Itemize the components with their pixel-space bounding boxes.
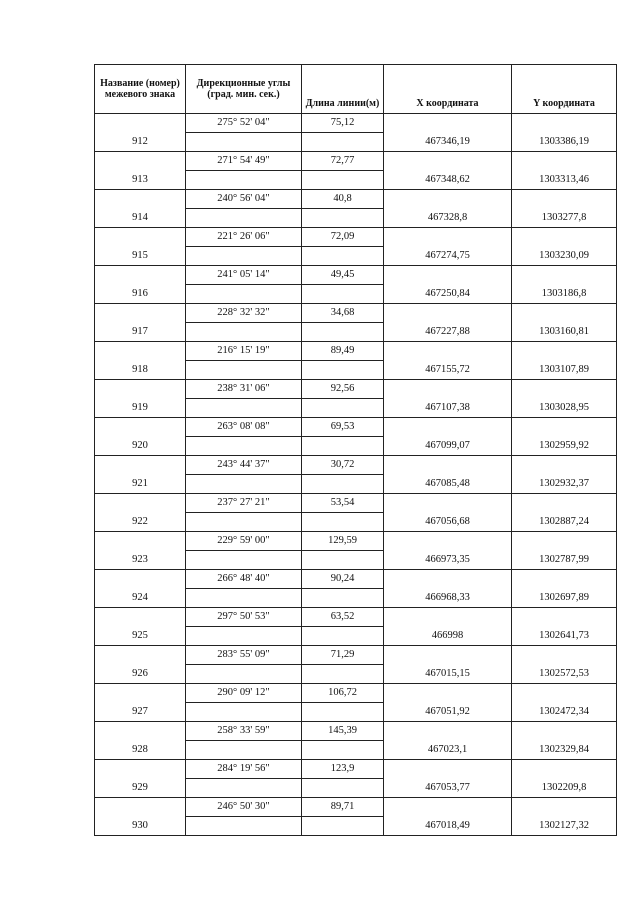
segment-row — [95, 722, 617, 741]
length-cell-blank — [302, 665, 384, 684]
angle-cell-blank — [186, 513, 302, 532]
y-coordinate-cell: 1303230,09 — [512, 247, 617, 266]
point-row — [95, 627, 617, 646]
point-row — [95, 247, 617, 266]
point-row — [95, 703, 617, 722]
length-cell: 72,77 — [302, 152, 384, 171]
point-row — [95, 361, 617, 380]
x-coordinate-cell: 467348,62 — [384, 171, 512, 190]
y-cell-blank — [512, 228, 617, 247]
point-row — [95, 171, 617, 190]
length-cell: 69,53 — [302, 418, 384, 437]
point-name-cell: 929 — [95, 779, 186, 798]
length-cell: 63,52 — [302, 608, 384, 627]
x-cell-blank — [384, 456, 512, 475]
angle-cell-blank — [186, 247, 302, 266]
x-cell-blank — [384, 418, 512, 437]
x-cell-blank — [384, 608, 512, 627]
y-cell-blank — [512, 684, 617, 703]
y-cell-blank — [512, 570, 617, 589]
length-cell-blank — [302, 247, 384, 266]
x-coordinate-cell: 467015,15 — [384, 665, 512, 684]
x-cell-blank — [384, 684, 512, 703]
angle-cell: 237° 27' 21" — [186, 494, 302, 513]
point-name-cell: 912 — [95, 133, 186, 152]
name-cell-blank — [95, 190, 186, 209]
point-name-cell: 922 — [95, 513, 186, 532]
x-cell-blank — [384, 342, 512, 361]
point-name-cell: 920 — [95, 437, 186, 456]
angle-cell: 284° 19' 56" — [186, 760, 302, 779]
y-cell-blank — [512, 608, 617, 627]
name-cell-blank — [95, 152, 186, 171]
angle-cell: 243° 44' 37" — [186, 456, 302, 475]
x-coordinate-cell: 467155,72 — [384, 361, 512, 380]
length-cell: 129,59 — [302, 532, 384, 551]
segment-row — [95, 494, 617, 513]
header-length: Длина линии(м) — [302, 65, 384, 114]
segment-row — [95, 646, 617, 665]
length-cell-blank — [302, 285, 384, 304]
angle-cell: 221° 26' 06" — [186, 228, 302, 247]
length-cell: 72,09 — [302, 228, 384, 247]
point-row — [95, 133, 617, 152]
y-cell-blank — [512, 760, 617, 779]
header-row — [95, 65, 617, 114]
x-coordinate-cell: 466998 — [384, 627, 512, 646]
y-cell-blank — [512, 114, 617, 133]
y-coordinate-cell: 1303313,46 — [512, 171, 617, 190]
x-cell-blank — [384, 114, 512, 133]
y-coordinate-cell: 1302959,92 — [512, 437, 617, 456]
angle-cell: 258° 33' 59" — [186, 722, 302, 741]
length-cell-blank — [302, 133, 384, 152]
x-coordinate-cell: 467346,19 — [384, 133, 512, 152]
length-cell: 106,72 — [302, 684, 384, 703]
x-coordinate-cell: 467274,75 — [384, 247, 512, 266]
y-coordinate-cell: 1302697,89 — [512, 589, 617, 608]
angle-cell-blank — [186, 285, 302, 304]
segment-row — [95, 342, 617, 361]
x-coordinate-cell: 467328,8 — [384, 209, 512, 228]
name-cell-blank — [95, 266, 186, 285]
y-coordinate-cell: 1302641,73 — [512, 627, 617, 646]
angle-cell-blank — [186, 589, 302, 608]
y-coordinate-cell: 1303107,89 — [512, 361, 617, 380]
segment-row — [95, 304, 617, 323]
length-cell-blank — [302, 437, 384, 456]
point-row — [95, 665, 617, 684]
point-name-cell: 915 — [95, 247, 186, 266]
length-cell-blank — [302, 209, 384, 228]
angle-cell-blank — [186, 171, 302, 190]
point-row — [95, 817, 617, 836]
length-cell: 90,24 — [302, 570, 384, 589]
angle-cell: 290° 09' 12" — [186, 684, 302, 703]
y-coordinate-cell: 1303160,81 — [512, 323, 617, 342]
angle-cell-blank — [186, 779, 302, 798]
y-cell-blank — [512, 266, 617, 285]
y-coordinate-cell: 1303028,95 — [512, 399, 617, 418]
name-cell-blank — [95, 646, 186, 665]
name-cell-blank — [95, 114, 186, 133]
angle-cell: 240° 56' 04" — [186, 190, 302, 209]
angle-cell-blank — [186, 361, 302, 380]
point-name-cell: 914 — [95, 209, 186, 228]
angle-cell-blank — [186, 817, 302, 836]
name-cell-blank — [95, 342, 186, 361]
angle-cell: 283° 55' 09" — [186, 646, 302, 665]
point-row — [95, 551, 617, 570]
segment-row — [95, 798, 617, 817]
y-cell-blank — [512, 722, 617, 741]
length-cell-blank — [302, 741, 384, 760]
angle-cell: 246° 50' 30" — [186, 798, 302, 817]
length-cell: 40,8 — [302, 190, 384, 209]
table-body — [95, 114, 617, 836]
length-cell: 92,56 — [302, 380, 384, 399]
point-row — [95, 741, 617, 760]
name-cell-blank — [95, 228, 186, 247]
y-coordinate-cell: 1302572,53 — [512, 665, 617, 684]
x-cell-blank — [384, 494, 512, 513]
length-cell: 49,45 — [302, 266, 384, 285]
length-cell-blank — [302, 817, 384, 836]
length-cell: 123,9 — [302, 760, 384, 779]
y-cell-blank — [512, 646, 617, 665]
y-coordinate-cell: 1302127,32 — [512, 817, 617, 836]
angle-cell: 216° 15' 19" — [186, 342, 302, 361]
point-name-cell: 921 — [95, 475, 186, 494]
name-cell-blank — [95, 684, 186, 703]
name-cell-blank — [95, 570, 186, 589]
y-cell-blank — [512, 304, 617, 323]
length-cell-blank — [302, 513, 384, 532]
y-cell-blank — [512, 532, 617, 551]
y-coordinate-cell: 1303186,8 — [512, 285, 617, 304]
length-cell: 89,49 — [302, 342, 384, 361]
length-cell: 34,68 — [302, 304, 384, 323]
angle-cell: 275° 52' 04" — [186, 114, 302, 133]
y-cell-blank — [512, 380, 617, 399]
point-name-cell: 925 — [95, 627, 186, 646]
length-cell: 145,39 — [302, 722, 384, 741]
x-cell-blank — [384, 190, 512, 209]
x-cell-blank — [384, 646, 512, 665]
point-row — [95, 589, 617, 608]
y-cell-blank — [512, 342, 617, 361]
length-cell-blank — [302, 551, 384, 570]
point-name-cell: 919 — [95, 399, 186, 418]
header-name: Название (номер) межевого знака — [95, 65, 186, 114]
angle-cell-blank — [186, 703, 302, 722]
angle-cell-blank — [186, 627, 302, 646]
length-cell-blank — [302, 361, 384, 380]
point-row — [95, 513, 617, 532]
x-cell-blank — [384, 152, 512, 171]
point-name-cell: 913 — [95, 171, 186, 190]
segment-row — [95, 418, 617, 437]
segment-row — [95, 532, 617, 551]
angle-cell-blank — [186, 475, 302, 494]
length-cell-blank — [302, 171, 384, 190]
angle-cell: 229° 59' 00" — [186, 532, 302, 551]
x-cell-blank — [384, 722, 512, 741]
header-x: X координата — [384, 65, 512, 114]
segment-row — [95, 152, 617, 171]
name-cell-blank — [95, 418, 186, 437]
segment-row — [95, 684, 617, 703]
angle-cell-blank — [186, 437, 302, 456]
angle-cell-blank — [186, 133, 302, 152]
angle-cell: 241° 05' 14" — [186, 266, 302, 285]
angle-cell-blank — [186, 399, 302, 418]
segment-row — [95, 456, 617, 475]
y-cell-blank — [512, 798, 617, 817]
segment-row — [95, 760, 617, 779]
name-cell-blank — [95, 760, 186, 779]
length-cell-blank — [302, 627, 384, 646]
length-cell: 89,71 — [302, 798, 384, 817]
y-coordinate-cell: 1302472,34 — [512, 703, 617, 722]
angle-cell: 228° 32' 32" — [186, 304, 302, 323]
y-cell-blank — [512, 494, 617, 513]
point-row — [95, 779, 617, 798]
point-row — [95, 209, 617, 228]
x-cell-blank — [384, 532, 512, 551]
angle-cell: 266° 48' 40" — [186, 570, 302, 589]
name-cell-blank — [95, 304, 186, 323]
y-coordinate-cell: 1303277,8 — [512, 209, 617, 228]
point-name-cell: 930 — [95, 817, 186, 836]
point-row — [95, 437, 617, 456]
segment-row — [95, 570, 617, 589]
x-coordinate-cell: 467227,88 — [384, 323, 512, 342]
name-cell-blank — [95, 798, 186, 817]
segment-row — [95, 380, 617, 399]
segment-row — [95, 114, 617, 133]
angle-cell-blank — [186, 551, 302, 570]
x-coordinate-cell: 467250,84 — [384, 285, 512, 304]
x-coordinate-cell: 466973,35 — [384, 551, 512, 570]
length-cell-blank — [302, 399, 384, 418]
length-cell: 53,54 — [302, 494, 384, 513]
point-row — [95, 285, 617, 304]
name-cell-blank — [95, 380, 186, 399]
point-name-cell: 924 — [95, 589, 186, 608]
y-cell-blank — [512, 456, 617, 475]
y-coordinate-cell: 1303386,19 — [512, 133, 617, 152]
length-cell-blank — [302, 475, 384, 494]
x-coordinate-cell: 467051,92 — [384, 703, 512, 722]
point-row — [95, 323, 617, 342]
angle-cell: 238° 31' 06" — [186, 380, 302, 399]
point-name-cell: 928 — [95, 741, 186, 760]
y-cell-blank — [512, 190, 617, 209]
point-row — [95, 475, 617, 494]
x-cell-blank — [384, 380, 512, 399]
length-cell-blank — [302, 703, 384, 722]
x-coordinate-cell: 467107,38 — [384, 399, 512, 418]
name-cell-blank — [95, 532, 186, 551]
y-cell-blank — [512, 418, 617, 437]
x-coordinate-cell: 467056,68 — [384, 513, 512, 532]
y-coordinate-cell: 1302329,84 — [512, 741, 617, 760]
length-cell: 30,72 — [302, 456, 384, 475]
segment-row — [95, 190, 617, 209]
name-cell-blank — [95, 608, 186, 627]
angle-cell: 271° 54' 49" — [186, 152, 302, 171]
header-angle: Дирекционные углы (град. мин. сек.) — [186, 65, 302, 114]
x-coordinate-cell: 467018,49 — [384, 817, 512, 836]
angle-cell-blank — [186, 741, 302, 760]
length-cell-blank — [302, 323, 384, 342]
y-coordinate-cell: 1302887,24 — [512, 513, 617, 532]
name-cell-blank — [95, 456, 186, 475]
x-coordinate-cell: 466968,33 — [384, 589, 512, 608]
boundary-coordinates-table — [94, 64, 617, 836]
point-name-cell: 927 — [95, 703, 186, 722]
x-cell-blank — [384, 760, 512, 779]
x-coordinate-cell: 467099,07 — [384, 437, 512, 456]
length-cell: 75,12 — [302, 114, 384, 133]
point-name-cell: 916 — [95, 285, 186, 304]
y-coordinate-cell: 1302209,8 — [512, 779, 617, 798]
segment-row — [95, 266, 617, 285]
point-name-cell: 917 — [95, 323, 186, 342]
x-cell-blank — [384, 570, 512, 589]
y-coordinate-cell: 1302787,99 — [512, 551, 617, 570]
length-cell-blank — [302, 779, 384, 798]
segment-row — [95, 228, 617, 247]
y-cell-blank — [512, 152, 617, 171]
segment-row — [95, 608, 617, 627]
point-name-cell: 918 — [95, 361, 186, 380]
x-cell-blank — [384, 228, 512, 247]
point-row — [95, 399, 617, 418]
header-y: Y координата — [512, 65, 617, 114]
x-coordinate-cell: 467023,1 — [384, 741, 512, 760]
angle-cell-blank — [186, 665, 302, 684]
y-coordinate-cell: 1302932,37 — [512, 475, 617, 494]
x-cell-blank — [384, 304, 512, 323]
point-name-cell: 926 — [95, 665, 186, 684]
angle-cell-blank — [186, 323, 302, 342]
point-name-cell: 923 — [95, 551, 186, 570]
name-cell-blank — [95, 722, 186, 741]
length-cell-blank — [302, 589, 384, 608]
x-cell-blank — [384, 266, 512, 285]
name-cell-blank — [95, 494, 186, 513]
angle-cell: 297° 50' 53" — [186, 608, 302, 627]
x-cell-blank — [384, 798, 512, 817]
angle-cell-blank — [186, 209, 302, 228]
x-coordinate-cell: 467053,77 — [384, 779, 512, 798]
length-cell: 71,29 — [302, 646, 384, 665]
x-coordinate-cell: 467085,48 — [384, 475, 512, 494]
angle-cell: 263° 08' 08" — [186, 418, 302, 437]
